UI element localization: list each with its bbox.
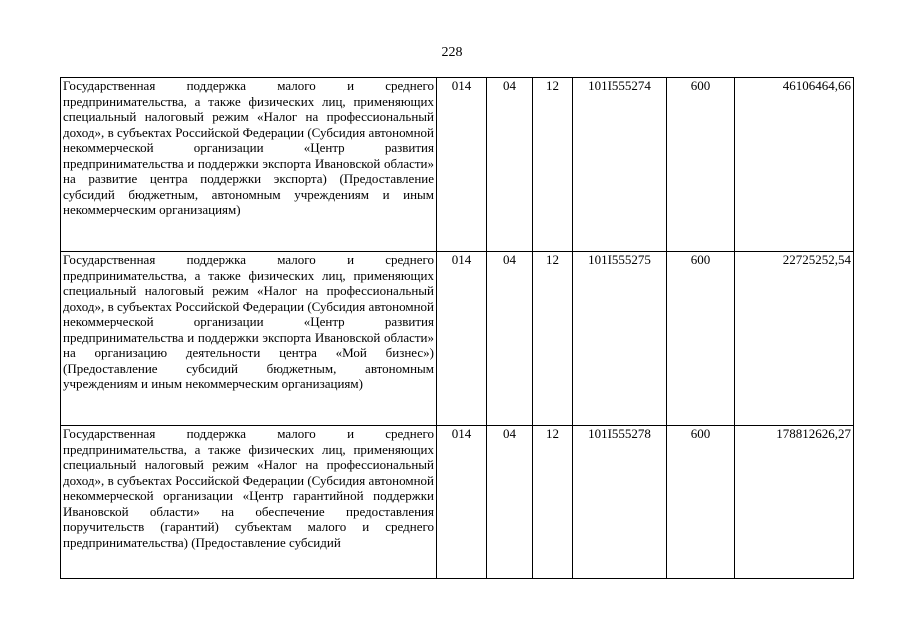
section-code: 04 (487, 252, 533, 426)
page-number: 228 (441, 45, 463, 60)
ministry-code: 014 (437, 252, 487, 426)
description-text: Государственная поддержка малого и среднего предпринимательства, а также физических лиц, применяющих специальный налоговый режим «Налог на профессиональный доход», в субъектах Российской Федерации (Субсидия автономной некоммерческой организации «Центр гарантийной поддержки Ивановской области» на обеспечение предоставления поручительств (гарантий) субъектам малого и среднего предпринимательства) (Предоставление субсидий (63, 426, 434, 550)
subsection-code: 12 (533, 78, 573, 252)
subsection-code: 12 (533, 252, 573, 426)
ministry-code: 014 (437, 78, 487, 252)
row-description (61, 252, 437, 426)
expense-type-code: 600 (667, 426, 735, 579)
table-row (61, 78, 854, 252)
row-description (61, 78, 437, 252)
amount: 22725252,54 (735, 252, 854, 426)
ministry-code: 014 (437, 426, 487, 579)
budget-table (60, 77, 854, 579)
description-text: Государственная поддержка малого и среднего предпринимательства, а также физических лиц, применяющих специальный налоговый режим «Налог на профессиональный доход», в субъектах Российской Федерации (Субсидия автономной некоммерческой организации «Центр развития предпринимательства и поддержки экспорта Ивановской области» на развитие центра поддержки экспорта) (Предоставление субсидий бюджетным, автономным учреждениям и иным некоммерческим организациям) (63, 78, 434, 217)
expense-type-code: 600 (667, 78, 735, 252)
amount: 178812626,27 (735, 426, 854, 579)
amount: 46106464,66 (735, 78, 854, 252)
subsection-code: 12 (533, 426, 573, 579)
target-article-code: 101I555275 (573, 252, 667, 426)
section-code: 04 (487, 426, 533, 579)
table-row (61, 252, 854, 426)
target-article-code: 101I555278 (573, 426, 667, 579)
expense-type-code: 600 (667, 252, 735, 426)
row-description (61, 426, 437, 579)
section-code: 04 (487, 78, 533, 252)
description-text: Государственная поддержка малого и среднего предпринимательства, а также физических лиц, применяющих специальный налоговый режим «Налог на профессиональный доход», в субъектах Российской Федерации (Субсидия автономной некоммерческой организации «Центр развития предпринимательства и поддержки экспорта Ивановской области» на организацию деятельности центра «Мой бизнес») (Предоставление субсидий бюджетным, автономным учреждениям и иным некоммерческим организациям) (63, 252, 434, 391)
target-article-code: 101I555274 (573, 78, 667, 252)
table-row (61, 426, 854, 579)
